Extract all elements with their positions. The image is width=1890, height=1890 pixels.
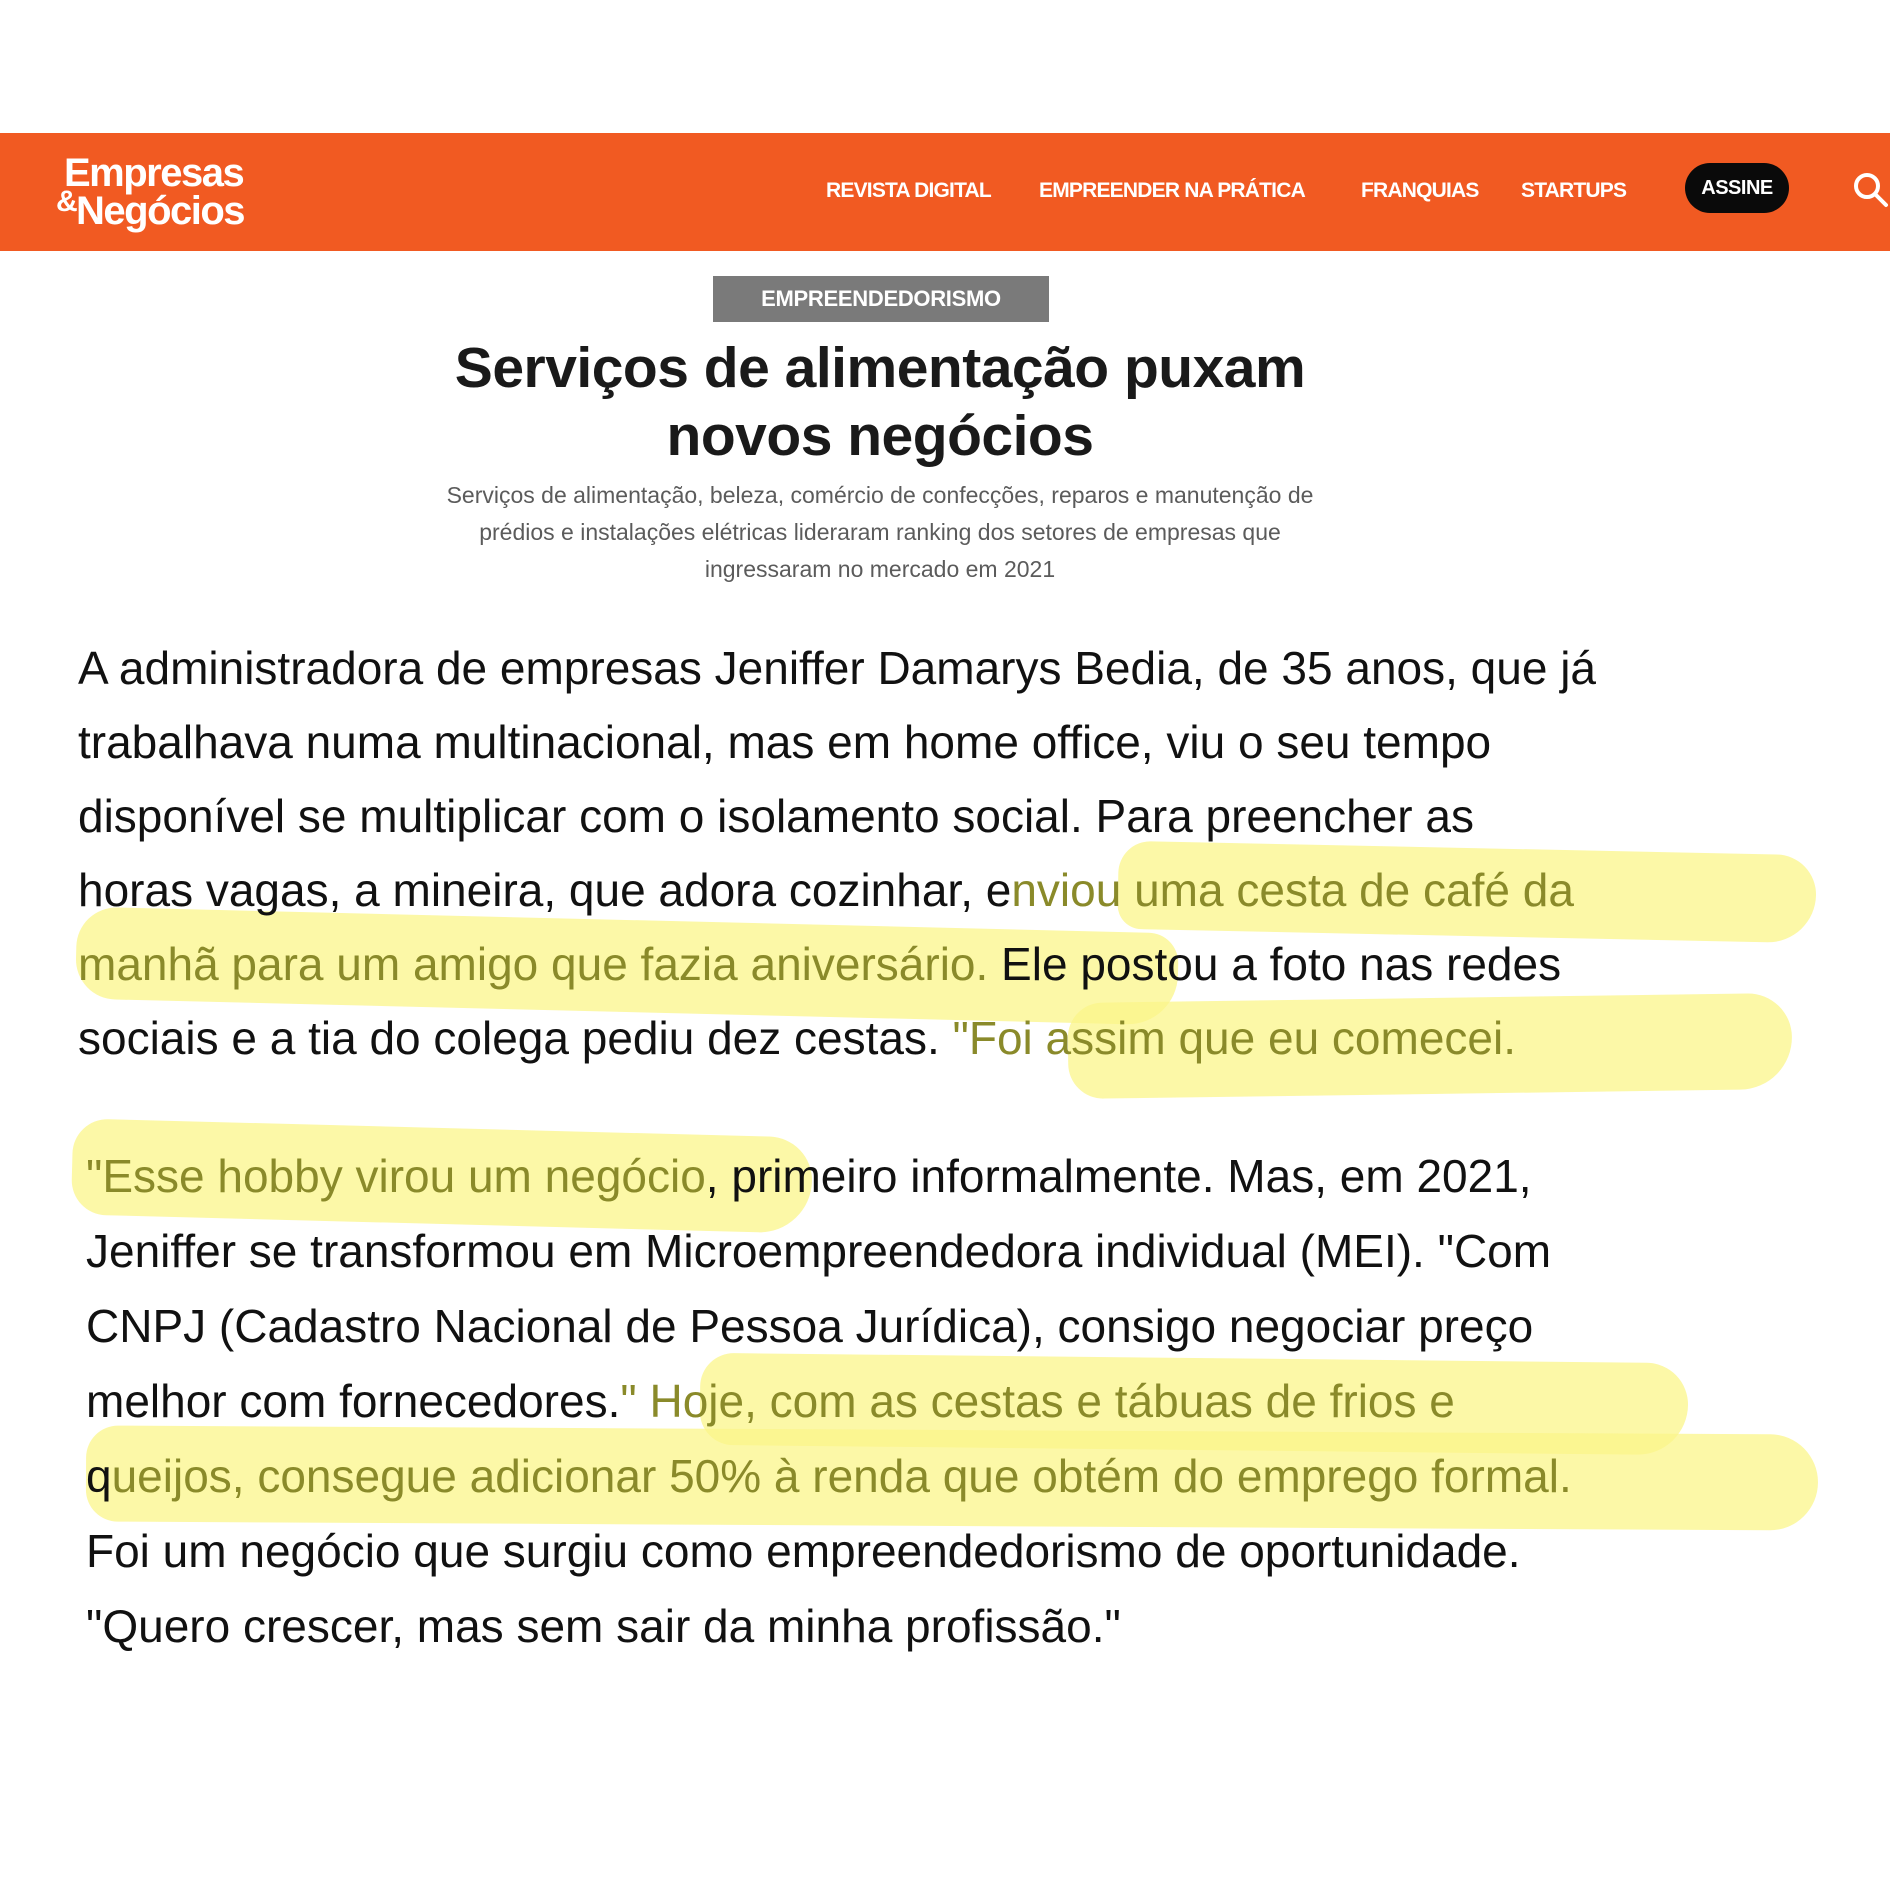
site-logo[interactable] (56, 147, 266, 237)
paragraph-line: CNPJ (Cadastro Nacional de Pessoa Jurídica), consigo negociar preço (86, 1300, 1534, 1352)
title-line: Serviços de alimentação puxam (454, 336, 1306, 400)
logo-ampersand: & (56, 185, 78, 218)
nav-revista-digital[interactable]: REVISTA DIGITAL (826, 179, 991, 202)
paragraph-line: A administradora de empresas Jeniffer Damarys Bedia, de 35 anos, que já (78, 642, 1596, 694)
paragraph-line (78, 1008, 1516, 1068)
text-segment: sociais e a tia do colega pediu dez cestas. (78, 1012, 953, 1064)
subtitle-line: prédios e instalações elétricas lideraram ranking dos setores de empresas que (479, 519, 1281, 545)
paragraph-line (86, 1446, 1572, 1506)
text-segment: Ele postou a foto nas redes (988, 938, 1562, 990)
paragraph-line: disponível se multiplicar com o isolamento social. Para preencher as (78, 790, 1474, 842)
highlighted-text: "Esse hobby virou um negócio (86, 1150, 706, 1202)
site-header (0, 133, 1890, 251)
text-segment: horas vagas, a mineira, que adora cozinhar, e (78, 864, 1012, 916)
paragraph-line: Foi um negócio que surgiu como empreendedorismo de oportunidade. (86, 1525, 1521, 1577)
paragraph-line: trabalhava numa multinacional, mas em home office, viu o seu tempo (78, 716, 1492, 768)
paragraph-line: Jeniffer se transformou em Microempreendedora individual (MEI). "Com (86, 1225, 1552, 1277)
logo-word-negocios: Negócios (76, 189, 245, 233)
subscribe-button[interactable]: ASSINE (1685, 163, 1789, 213)
nav-empreender-na-pratica[interactable]: EMPREENDER NA PRÁTICA (1039, 179, 1305, 202)
title-line: novos negócios (666, 404, 1094, 468)
highlighted-text: " Hoje, com as cestas e tábuas de frios e (620, 1375, 1455, 1427)
article-title (380, 334, 1380, 470)
subtitle-line: ingressaram no mercado em 2021 (704, 556, 1056, 582)
nav-franquias[interactable]: FRANQUIAS (1361, 179, 1479, 202)
paragraph-line (86, 1146, 1532, 1206)
category-tag[interactable]: EMPREENDEDORISMO (713, 276, 1049, 322)
highlighted-text: nviou uma cesta de café da (1011, 864, 1574, 916)
highlighted-text: ueijos, consegue adicionar 50% à renda que obtém do emprego formal. (111, 1450, 1572, 1502)
paragraph-line (78, 934, 1561, 994)
paragraph-line (78, 860, 1574, 920)
subtitle-line: Serviços de alimentação, beleza, comércio de confecções, reparos e manutenção de (446, 482, 1314, 508)
text-segment: melhor com fornecedores. (86, 1375, 621, 1427)
article-subtitle (380, 477, 1380, 588)
text-segment: , primeiro informalmente. Mas, em 2021, (705, 1150, 1532, 1202)
search-icon[interactable] (1852, 171, 1890, 209)
logo-word-empresas: Empresas (64, 151, 244, 195)
highlighted-text: manhã para um amigo que fazia aniversário. (78, 938, 989, 990)
highlighted-text: "Foi assim que eu comecei. (952, 1012, 1517, 1064)
nav-startups[interactable]: STARTUPS (1521, 179, 1627, 202)
text-segment: q (86, 1450, 112, 1502)
paragraph-line (86, 1371, 1455, 1431)
paragraph-line: "Quero crescer, mas sem sair da minha profissão." (86, 1600, 1121, 1652)
